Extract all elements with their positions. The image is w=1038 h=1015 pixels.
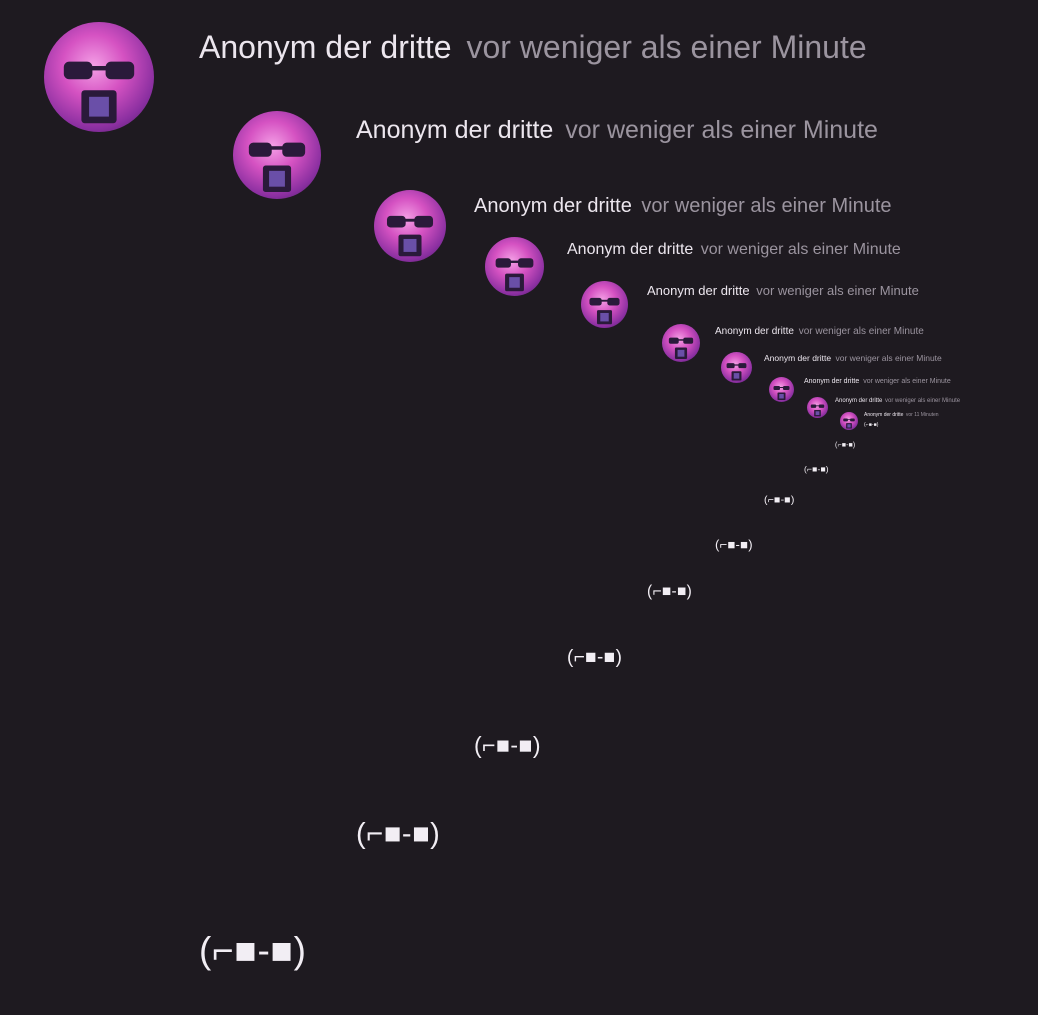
avatar[interactable] <box>807 397 828 418</box>
author-name[interactable]: Anonym der dritte <box>835 398 883 404</box>
avatar[interactable] <box>662 324 700 362</box>
timestamp: vor weniger als einer Minute <box>863 378 951 385</box>
timestamp: vor weniger als einer Minute <box>700 241 901 258</box>
timestamp: vor weniger als einer Minute <box>565 116 878 144</box>
sunglasses-avatar-icon <box>840 412 858 430</box>
avatar[interactable] <box>44 22 154 132</box>
timestamp: vor weniger als einer Minute <box>641 195 892 217</box>
timestamp: vor weniger als einer Minute <box>466 29 867 65</box>
timestamp: vor 11 Minuten <box>905 412 939 418</box>
comment-body: (⌐■-■) <box>864 422 879 428</box>
author-name[interactable]: Anonym der dritte <box>715 326 794 337</box>
author-name[interactable]: Anonym der dritte <box>764 353 832 363</box>
comment-header <box>804 378 951 385</box>
avatar[interactable] <box>233 111 321 199</box>
timestamp: vor weniger als einer Minute <box>756 283 919 298</box>
comment-header <box>199 31 867 63</box>
avatar[interactable] <box>721 352 752 383</box>
comment-body: (⌐■-■) <box>835 442 856 449</box>
avatar[interactable] <box>840 412 858 430</box>
timestamp: vor weniger als einer Minute <box>798 326 924 337</box>
comment-header <box>715 327 924 337</box>
avatar[interactable] <box>581 281 628 328</box>
comment-body: (⌐■-■) <box>199 930 307 971</box>
author-name[interactable]: Anonym der dritte <box>474 195 632 217</box>
timestamp: vor weniger als einer Minute <box>835 353 942 363</box>
avatar[interactable] <box>374 190 446 262</box>
comment-header <box>864 413 939 418</box>
comment-header <box>835 398 960 404</box>
sunglasses-avatar-icon <box>721 352 752 383</box>
author-name[interactable]: Anonym der dritte <box>864 412 904 418</box>
comment-body: (⌐■-■) <box>764 494 795 506</box>
avatar[interactable] <box>485 237 544 296</box>
sunglasses-avatar-icon <box>485 237 544 296</box>
timestamp: vor weniger als einer Minute <box>885 398 961 404</box>
sunglasses-avatar-icon <box>662 324 700 362</box>
comment-header <box>474 196 892 216</box>
comment-body: (⌐■-■) <box>715 537 753 552</box>
avatar[interactable] <box>769 377 794 402</box>
author-name[interactable]: Anonym der dritte <box>567 241 694 258</box>
comment-header <box>647 284 919 297</box>
sunglasses-avatar-icon <box>769 377 794 402</box>
comment-header <box>567 242 901 258</box>
comment-body: (⌐■-■) <box>804 464 829 474</box>
author-name[interactable]: Anonym der dritte <box>804 378 860 385</box>
author-name[interactable]: Anonym der dritte <box>647 283 750 298</box>
comment-header <box>356 118 878 143</box>
sunglasses-avatar-icon <box>44 22 154 132</box>
comment-body: (⌐■-■) <box>474 732 541 758</box>
comment-header <box>764 354 942 363</box>
author-name[interactable]: Anonym der dritte <box>356 116 554 144</box>
author-name[interactable]: Anonym der dritte <box>199 29 452 65</box>
sunglasses-avatar-icon <box>233 111 321 199</box>
comment-body: (⌐■-■) <box>356 818 441 850</box>
comment-body: (⌐■-■) <box>647 583 693 600</box>
sunglasses-avatar-icon <box>374 190 446 262</box>
comment-body: (⌐■-■) <box>567 647 623 668</box>
sunglasses-avatar-icon <box>581 281 628 328</box>
sunglasses-avatar-icon <box>807 397 828 418</box>
